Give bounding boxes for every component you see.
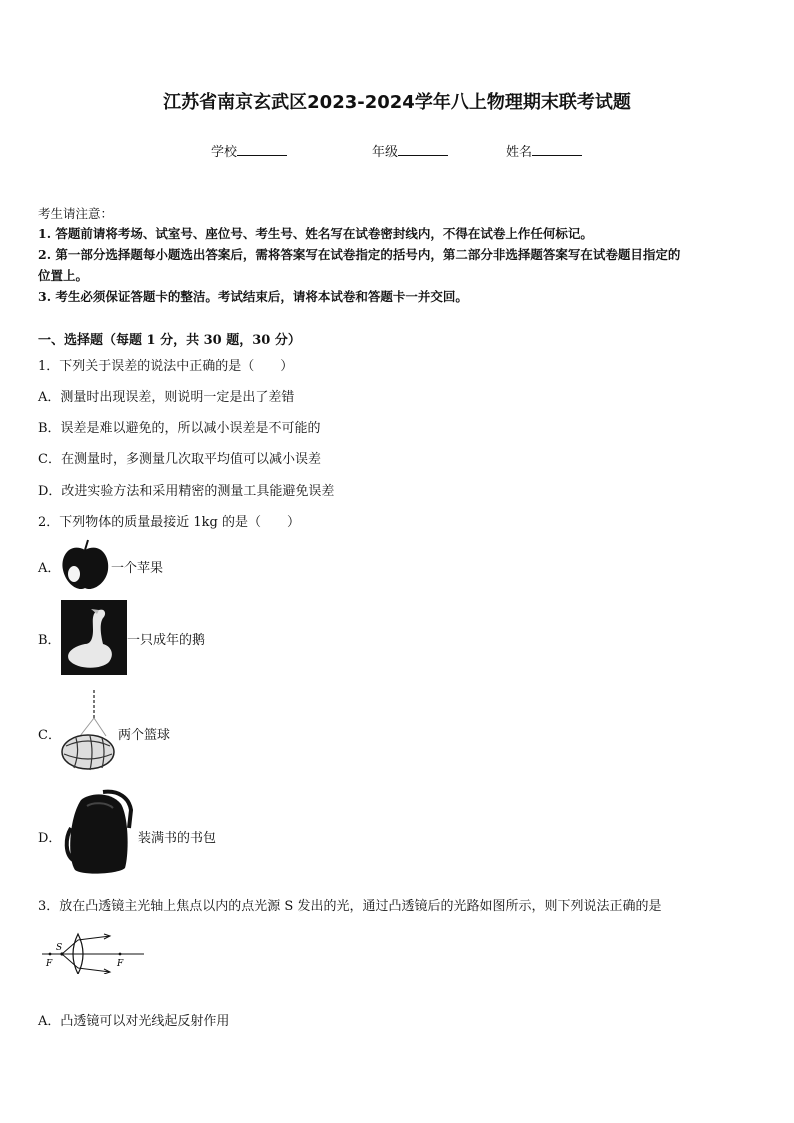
question-2-option-a-letter: A． (38, 561, 61, 576)
notice-item-1: 1. 答题前请将考场、试室号、座位号、考生号、姓名写在试卷密封线内，不得在试卷上作任何标记。 (38, 226, 593, 241)
point-source-s-label: S (56, 943, 63, 953)
name-label: 姓名 (506, 145, 533, 160)
school-label: 学校 (211, 145, 238, 160)
focus-left-label: F (46, 959, 53, 969)
grade-field (372, 141, 448, 160)
basketballs-icon (60, 688, 116, 772)
question-1-option-d: D．改进实验方法和采用精密的测量工具能避免误差 (38, 484, 335, 499)
goose-icon (61, 600, 127, 675)
section-heading: 一、选择题（每题 1 分，共 30 题，30 分） (38, 333, 301, 348)
notice-item-2: 2. 第一部分选择题每小题选出答案后，需将答案写在试卷指定的括号内，第二部分非选择题答案写在试卷题目指定的 (38, 247, 681, 262)
question-2-option-d-letter: D． (38, 831, 62, 846)
notice-heading: 考生请注意： (38, 206, 114, 221)
question-3-stem: 3．放在凸透镜主光轴上焦点以内的点光源 S 发出的光，通过凸透镜后的光路如图所示，则下列说法正确的是 (38, 899, 662, 914)
question-2-option-c-letter: C． (38, 728, 61, 743)
notice-item-3: 3. 考生必须保证答题卡的整洁。考试结束后，请将本试卷和答题卡一并交回。 (38, 289, 468, 304)
grade-label: 年级 (372, 145, 399, 160)
school-blank (237, 143, 287, 156)
grade-blank (398, 143, 448, 156)
focus-right-label: F (117, 959, 124, 969)
notice-item-2-cont: 位置上。 (38, 268, 89, 283)
question-2-option-a-text: 一个苹果 (111, 561, 164, 576)
apple-icon (60, 538, 110, 592)
backpack-icon (63, 788, 135, 876)
convex-lens-diagram (40, 930, 148, 974)
question-2-option-b-text: 一只成年的鹅 (127, 633, 206, 648)
question-1-option-b: B．误差是难以避免的，所以减小误差是不可能的 (38, 421, 321, 436)
page-title: 江苏省南京玄武区2023-2024学年八上物理期末联考试题 (163, 92, 631, 113)
name-blank (532, 143, 582, 156)
question-2-option-c-text: 两个篮球 (118, 728, 171, 743)
question-2-option-d-text: 装满书的书包 (138, 831, 217, 846)
question-1-stem: 1．下列关于误差的说法中正确的是（ ） (38, 359, 294, 374)
question-2-option-b-letter: B． (38, 633, 61, 648)
school-field (211, 141, 287, 160)
question-1-option-a: A．测量时出现误差，则说明一定是出了差错 (38, 390, 295, 405)
question-1-option-c: C．在测量时，多测量几次取平均值可以减小误差 (38, 452, 321, 467)
name-field (506, 141, 582, 160)
question-3-option-a: A．凸透镜可以对光线起反射作用 (38, 1014, 230, 1029)
question-2-stem: 2．下列物体的质量最接近 1kg 的是（ ） (38, 515, 301, 530)
